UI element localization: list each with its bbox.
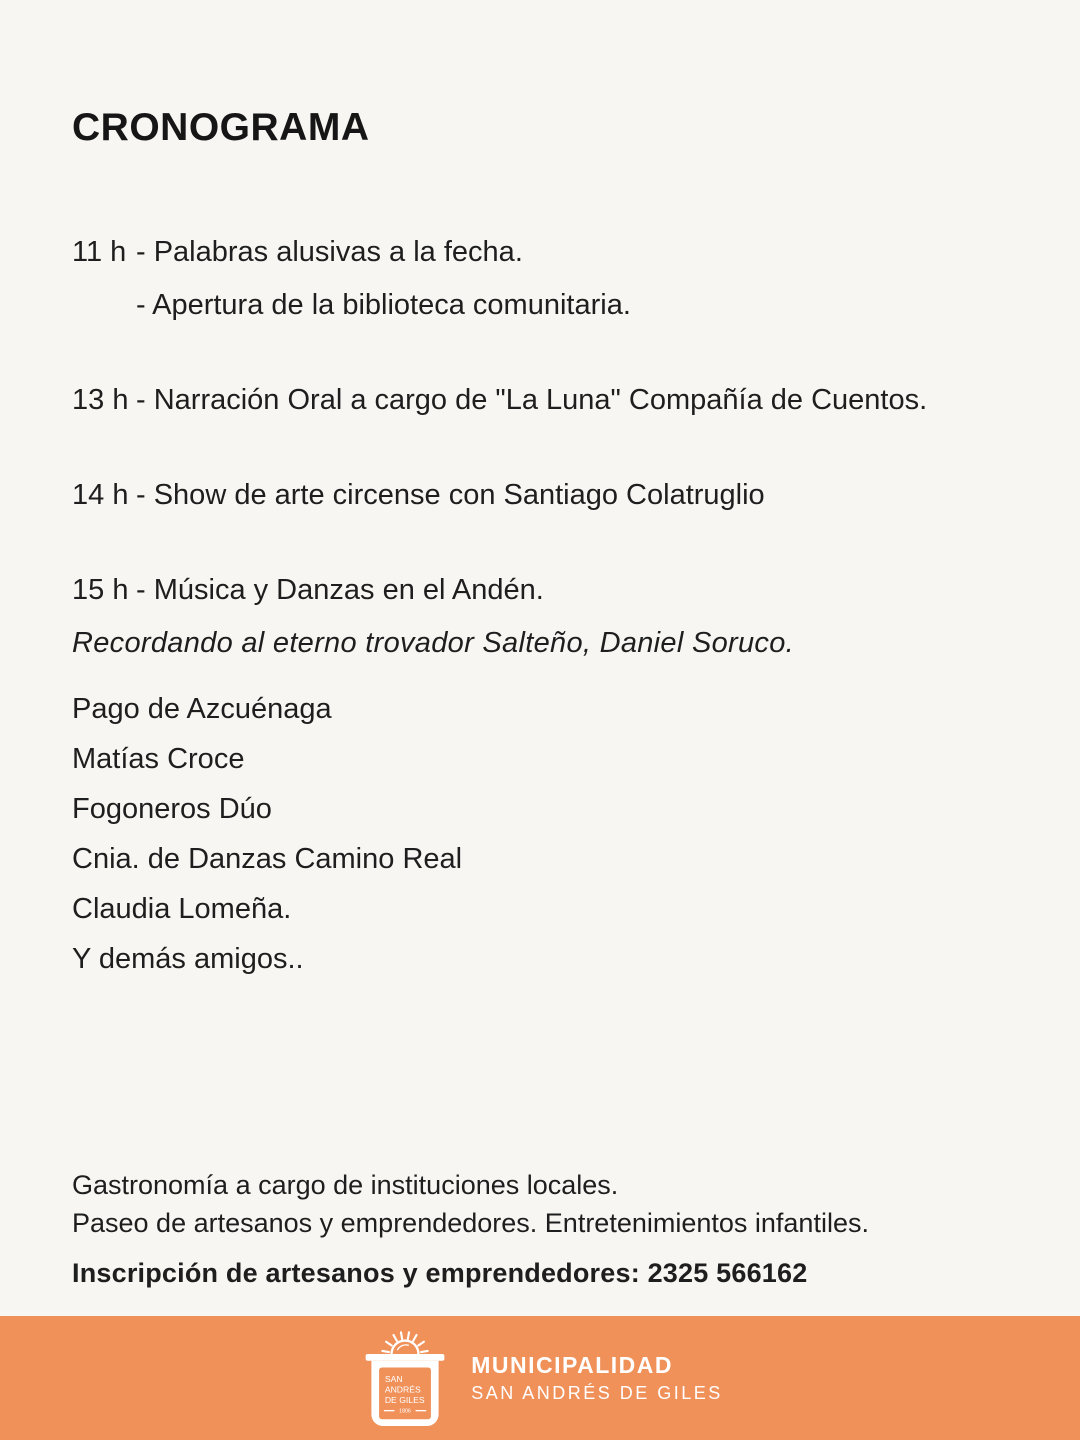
schedule-entry: - Narración Oral a cargo de "La Luna" Compañía de Cuentos.	[136, 384, 928, 416]
sun-highlight	[398, 1345, 410, 1350]
schedule-entry: - Música y Danzas en el Andén.	[136, 574, 544, 606]
schedule-entry: - Show de arte circense con Santiago Colatruglio	[136, 479, 765, 511]
performer-item: Pago de Azcuénaga	[72, 693, 332, 725]
performer-item: Fogoneros Dúo	[72, 793, 272, 825]
schedule-entry: - Apertura de la biblioteca comunitaria.	[136, 289, 631, 321]
schedule-time: 14 h	[72, 479, 129, 511]
schedule-entry: - Palabras alusivas a la fecha.	[136, 236, 523, 268]
logo-year: 1806	[399, 1408, 412, 1415]
schedule-entries	[136, 226, 1008, 332]
info-line-gastronomia: Gastronomía a cargo de instituciones locales.	[72, 1170, 619, 1200]
schedule-time: 11 h	[72, 236, 127, 268]
logo-text-line: ANDRÉS	[385, 1384, 421, 1395]
performer-item: Matías Croce	[72, 743, 245, 775]
schedule-item-13h	[72, 374, 1008, 427]
municipality-logo-icon	[357, 1326, 453, 1430]
schedule-time: 13 h	[72, 384, 129, 416]
performer-item: Y demás amigos..	[72, 943, 304, 975]
info-line-paseo: Paseo de artesanos y emprendedores. Entretenimientos infantiles.	[72, 1208, 869, 1238]
schedule-entries	[136, 469, 1008, 522]
container-rim	[366, 1354, 445, 1361]
schedule-list	[72, 226, 1008, 670]
schedule-entries	[136, 564, 1008, 617]
performer-item: Cnia. de Danzas Camino Real	[72, 843, 463, 875]
schedule-note: Recordando al eterno trovador Salteño, Daniel Soruco.	[72, 627, 794, 659]
info-block	[72, 1166, 1008, 1292]
logo-text-line: DE GILES	[385, 1394, 425, 1405]
schedule-item-14h	[72, 469, 1008, 522]
logo-text-line: SAN	[385, 1373, 403, 1384]
footer-text	[471, 1351, 723, 1405]
registration-line: Inscripción de artesanos y emprendedores: 2325 566162	[72, 1258, 808, 1288]
page-title: CRONOGRAMA	[72, 106, 370, 149]
schedule-time: 15 h	[72, 574, 129, 606]
performer-item: Claudia Lomeña.	[72, 893, 292, 925]
sun-icon	[392, 1341, 419, 1354]
schedule-item-15h	[72, 564, 1008, 617]
org-subtitle: SAN ANDRÉS DE GILES	[471, 1383, 723, 1403]
schedule-item-11h	[72, 226, 1008, 332]
schedule-entries	[136, 374, 1008, 427]
performers-list	[72, 684, 1008, 984]
sun-rays-icon	[383, 1332, 428, 1352]
footer-bar	[0, 1316, 1080, 1440]
org-name: MUNICIPALIDAD	[471, 1352, 673, 1378]
